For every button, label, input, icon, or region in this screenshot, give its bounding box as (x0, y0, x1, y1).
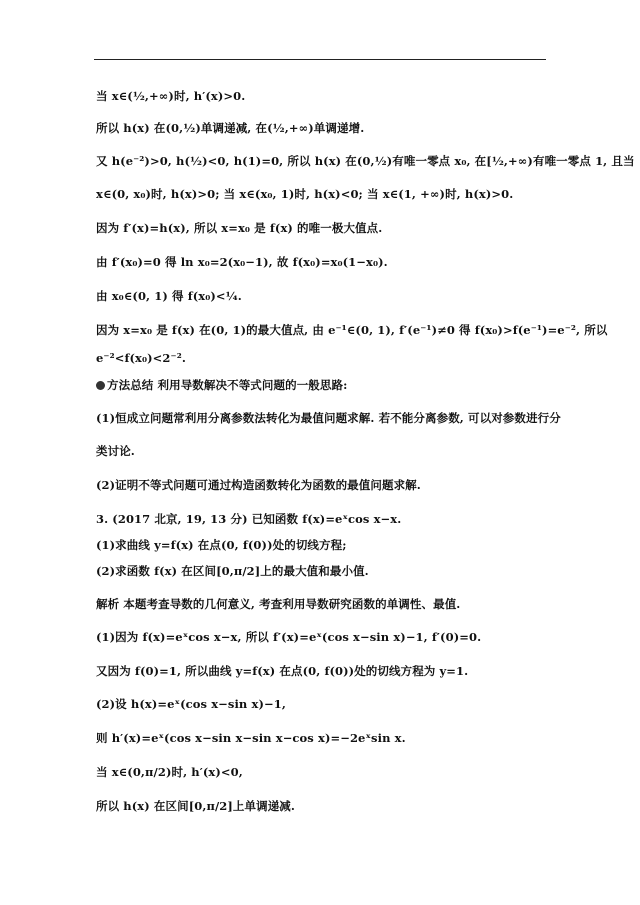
text-line: 由 f′(x₀)=0 得 ln x₀=2(x₀−1), 故 f(x₀)=x₀(1−x₀). (96, 255, 388, 269)
text-line: x∈(0, x₀)时, h(x)>0; 当 x∈(x₀, 1)时, h(x)<0; 当 x∈(1, +∞)时, h(x)>0. (96, 187, 514, 201)
text-line: (1)恒成立问题常利用分离参数法转化为最值问题求解. 若不能分离参数, 可以对参数进行分 (96, 411, 561, 425)
text-line: 类讨论. (96, 444, 135, 458)
text-line: (2)设 h(x)=eˣ(cos x−sin x)−1, (96, 697, 286, 711)
text-line: 所以 h(x) 在区间[0,π/2]上单调递减. (96, 799, 296, 813)
text-line: 所以 h(x) 在(0,½)单调递减, 在(½,+∞)单调递增. (96, 121, 365, 135)
text-line: 因为 f′(x)=h(x), 所以 x=x₀ 是 f(x) 的唯一极大值点. (96, 221, 383, 235)
problem-title: 3. (2017 北京, 19, 13 分) 已知函数 f(x)=eˣcos x−x. (96, 512, 402, 526)
analysis-heading: 解析 本题考查导数的几何意义, 考查利用导数研究函数的单调性、最值. (96, 597, 461, 611)
text-line: 因为 x=x₀ 是 f(x) 在(0, 1)的最大值点, 由 e⁻¹∈(0, 1), f′(e⁻¹)≠0 得 f(x₀)>f(e⁻¹)=e⁻², 所以 (96, 323, 608, 337)
text-line: 当 x∈(0,π/2)时, h′(x)<0, (96, 765, 243, 779)
header-rule (94, 59, 546, 60)
text-line: 又因为 f(0)=1, 所以曲线 y=f(x) 在点(0, f(0))处的切线方程为 y=1. (96, 664, 469, 678)
text-line: (2)求函数 f(x) 在区间[0,π/2]上的最大值和最小值. (96, 564, 369, 578)
text-line: 则 h′(x)=eˣ(cos x−sin x−sin x−cos x)=−2eˣsin x. (96, 731, 406, 745)
text-line: (1)求曲线 y=f(x) 在点(0, f(0))处的切线方程; (96, 538, 347, 552)
bullet-icon (96, 381, 105, 390)
text-line: 由 x₀∈(0, 1) 得 f(x₀)<¼. (96, 289, 242, 303)
text-line: 当 x∈(½,+∞)时, h′(x)>0. (96, 89, 246, 103)
text-line: (1)因为 f(x)=eˣcos x−x, 所以 f′(x)=eˣ(cos x−sin x)−1, f′(0)=0. (96, 630, 482, 644)
text-line: 又 h(e⁻²)>0, h(½)<0, h(1)=0, 所以 h(x) 在(0,½)有唯一零点 x₀, 在[½,+∞)有唯一零点 1, 且当 (96, 154, 635, 168)
method-summary-text: 方法总结 利用导数解决不等式问题的一般思路: (107, 378, 348, 392)
method-summary-heading (96, 377, 556, 393)
text-line: (2)证明不等式问题可通过构造函数转化为函数的最值问题求解. (96, 478, 421, 492)
text-line: e⁻²<f(x₀)<2⁻². (96, 351, 186, 365)
